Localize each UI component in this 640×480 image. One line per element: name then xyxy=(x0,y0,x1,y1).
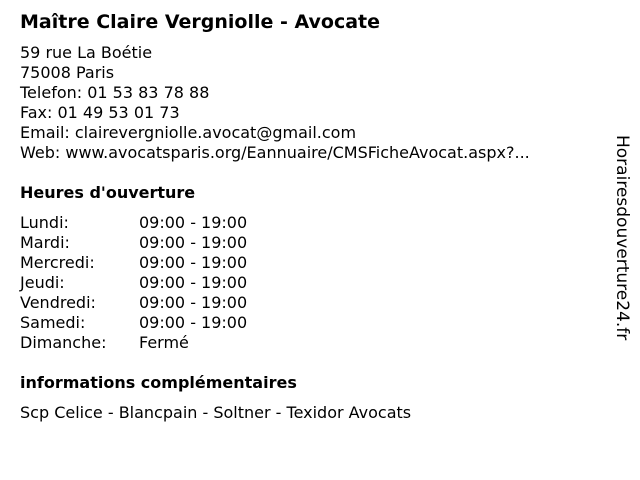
contact-block xyxy=(20,43,530,163)
email-address: Email: clairevergniolle.avocat@gmail.com xyxy=(20,123,357,142)
day-label: Dimanche: xyxy=(20,333,107,352)
page-title: Maître Claire Vergniolle - Avocate xyxy=(20,11,381,33)
day-label: Mercredi: xyxy=(20,253,95,272)
time-value: Fermé xyxy=(139,333,189,352)
day-label: Mardi: xyxy=(20,233,70,252)
day-label: Samedi: xyxy=(20,313,86,332)
phone-number: Telefon: 01 53 83 78 88 xyxy=(20,83,210,102)
time-value: 09:00 - 19:00 xyxy=(139,313,248,332)
day-label: Vendredi: xyxy=(20,293,96,312)
time-value: 09:00 - 19:00 xyxy=(139,293,248,312)
time-value: 09:00 - 19:00 xyxy=(139,273,248,292)
fax-number: Fax: 01 49 53 01 73 xyxy=(20,103,180,122)
time-value: 09:00 - 19:00 xyxy=(139,233,248,252)
info-text: Scp Celice - Blancpain - Soltner - Texidor Avocats xyxy=(20,403,412,422)
info-heading: informations complémentaires xyxy=(20,373,297,392)
address-street: 59 rue La Boétie xyxy=(20,43,153,62)
time-value: 09:00 - 19:00 xyxy=(139,253,248,272)
day-label: Lundi: xyxy=(20,213,69,232)
day-label: Jeudi: xyxy=(20,273,65,292)
address-city: 75008 Paris xyxy=(20,63,115,82)
website-url: Web: www.avocatsparis.org/Eannuaire/CMSFicheAvocat.aspx?... xyxy=(20,143,530,162)
time-value: 09:00 - 19:00 xyxy=(139,213,248,232)
site-watermark: Horairesdouverture24.fr xyxy=(612,135,632,341)
hours-heading: Heures d'ouverture xyxy=(20,183,196,202)
